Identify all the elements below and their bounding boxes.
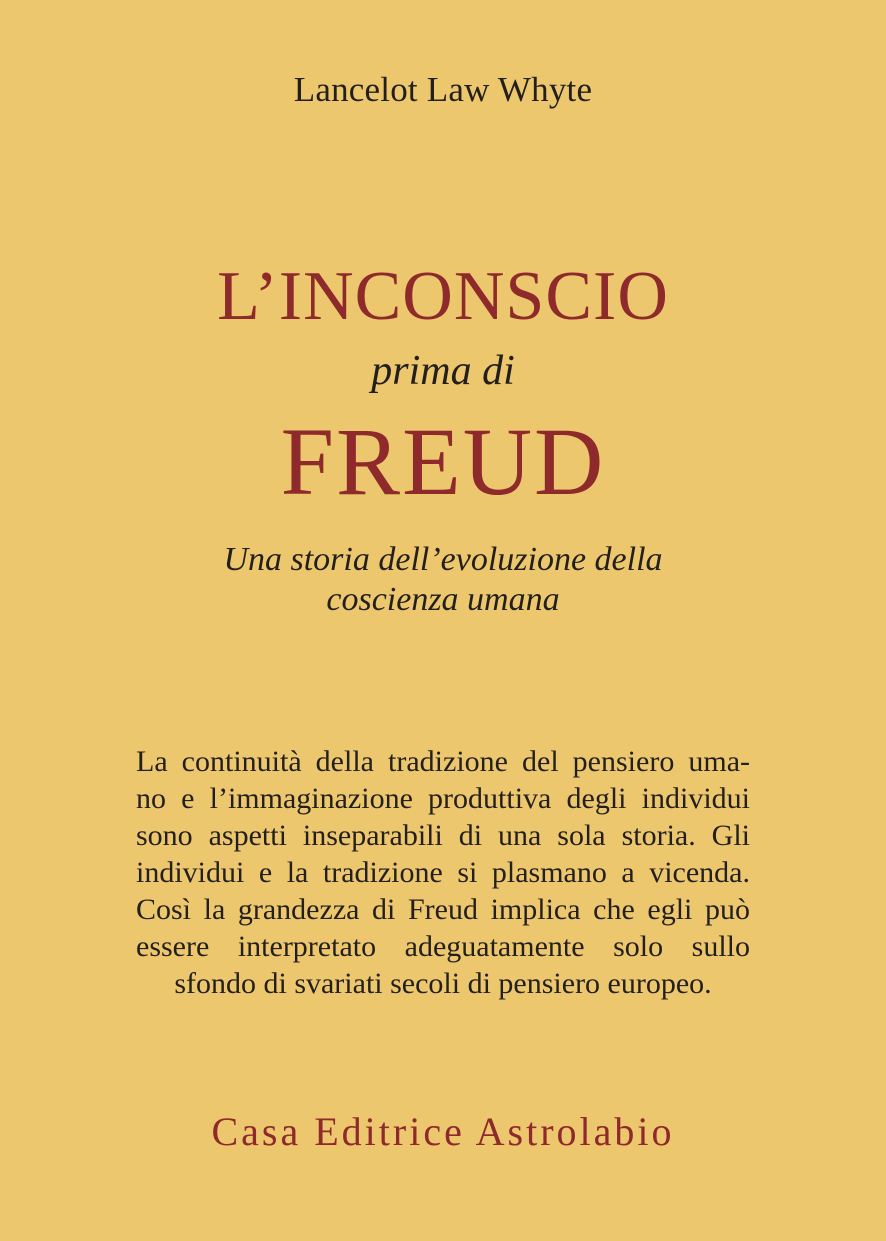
title-main: L’INCONSCIO: [217, 258, 669, 335]
blurb-line: Così la grandezza di Freud implica che egli può: [136, 893, 750, 926]
blurb-line: La continuità della tradizione del pensiero uma-: [136, 745, 750, 778]
title-connector: prima di: [371, 348, 515, 394]
blurb-line: sono aspetti inseparabili di una sola storia. Gli: [136, 819, 750, 852]
blurb: [136, 743, 750, 1002]
blurb-line: essere interpretato adeguatamente solo sullo: [136, 930, 750, 963]
publisher-name: Casa Editrice Astrolabio: [211, 1109, 675, 1154]
blurb-line: no e l’immaginazione produttiva degli individui: [136, 782, 750, 815]
author-name: Lancelot Law Whyte: [293, 70, 593, 109]
blurb-line: individui e la tradizione si plasmano a vicenda.: [136, 856, 750, 889]
subtitle: [0, 540, 886, 620]
title-name: FREUD: [280, 408, 606, 515]
blurb-line: sfondo di svariati secoli di pensiero europeo.: [174, 967, 712, 1000]
subtitle-line: coscienza umana: [326, 581, 560, 618]
subtitle-line: Una storia dell’evoluzione della: [223, 541, 663, 578]
